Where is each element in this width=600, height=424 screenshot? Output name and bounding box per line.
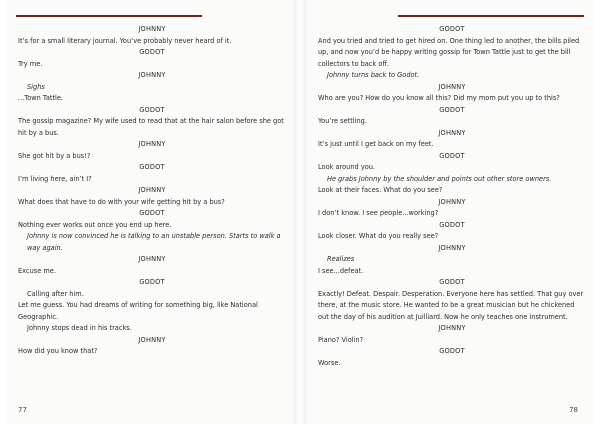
dialogue-line: Excuse me.: [18, 266, 56, 275]
dialogue-line: How did you know that?: [18, 347, 98, 355]
stage-direction: Calling after him.: [27, 289, 84, 298]
character-name: GODOT: [439, 25, 465, 33]
dialogue-line: She got hit by a bus!?: [18, 151, 91, 160]
dialogue-line: ...Town Tattle.: [18, 94, 64, 102]
header-rule: [16, 15, 202, 17]
stage-direction: Sighs: [27, 82, 45, 91]
stage-direction: Johnny stops dead in his tracks.: [27, 324, 132, 332]
dialogue-line: You’re settling.: [318, 117, 367, 125]
dialogue-line: Try me.: [18, 59, 43, 68]
dialogue-line: Worse.: [318, 358, 341, 367]
dialogue-line: Piano? Violin?: [318, 335, 364, 344]
dialogue-line: Look around you.: [318, 163, 376, 171]
dialogue-line: And you tried and tried to get hired on. One thing led to another, the bills piled up, and now you’d be happy writing gossip for Town Tattle just to get the bill collectors to back off.: [318, 36, 580, 68]
page-number: 78: [569, 406, 578, 414]
character-name: GODOT: [139, 48, 165, 56]
book-gutter: [294, 0, 306, 424]
dialogue-line: Look at their faces. What do you see?: [318, 186, 443, 194]
character-name: GODOT: [439, 347, 465, 355]
character-name: GODOT: [139, 278, 165, 286]
character-name: GODOT: [439, 220, 465, 229]
dialogue-line: I’m living here, ain’t I?: [18, 174, 92, 183]
character-name: JOHNNY: [138, 255, 166, 263]
dialogue-line: Let me guess. You had dreams of writing for something big, like National Geographic.: [18, 301, 258, 321]
dialogue-line: It’s just until I get back on my feet.: [318, 140, 434, 148]
character-name: JOHNNY: [438, 82, 466, 91]
character-name: JOHNNY: [438, 128, 466, 137]
stage-direction: He grabs Johnny by the shoulder and points out other store owners.: [327, 174, 552, 183]
character-name: JOHNNY: [138, 335, 166, 344]
stage-direction: Realizes: [327, 255, 355, 263]
stage-direction: Johnny is now convinced he is talking to an unstable person. Starts to walk a way again.: [27, 232, 281, 252]
right-page: [306, 0, 594, 424]
character-name: GODOT: [139, 209, 165, 217]
character-name: GODOT: [439, 151, 465, 160]
dialogue-line: What does that have to do with your wife getting hit by a bus?: [18, 197, 225, 206]
dialogue-line: Exactly! Defeat. Despair. Desperation. Everyone here has settled. That guy over there, at the music store. He wanted to be a great musician but he chickened out the day of his audition at Juilliard. Now he only teaches one instrument.: [318, 289, 584, 321]
dialogue-line: Who are you? How do you know all this? Did my mom put you up to this?: [318, 94, 560, 102]
character-name: JOHNNY: [438, 243, 466, 252]
dialogue-line: The gossip magazine? My wife used to read that at the hair salon before she got hit by a bus.: [18, 117, 284, 137]
character-name: GODOT: [439, 278, 465, 286]
character-name: JOHNNY: [438, 324, 466, 332]
header-rule: [398, 15, 584, 17]
page-number: 77: [18, 406, 27, 414]
left-page: [6, 0, 294, 424]
character-name: JOHNNY: [438, 197, 466, 206]
dialogue-line: It’s for a small literary journal. You’ve probably never heard of it.: [18, 36, 232, 45]
dialogue-line: Nothing ever works out once you end up here.: [18, 220, 172, 229]
character-name: JOHNNY: [138, 25, 166, 33]
character-name: GODOT: [139, 105, 165, 114]
dialogue-line: Look closer. What do you really see?: [318, 232, 439, 240]
character-name: JOHNNY: [138, 186, 166, 194]
dialogue-line: I don’t know. I see people...working?: [318, 209, 439, 217]
stage-direction: Johnny turns back to Godot.: [327, 71, 420, 79]
character-name: JOHNNY: [138, 71, 166, 79]
left-page-text: [18, 24, 286, 358]
dialogue-line: I see...defeat.: [318, 266, 364, 275]
character-name: JOHNNY: [138, 140, 166, 148]
character-name: GODOT: [139, 163, 165, 171]
right-page-text: [318, 24, 586, 369]
character-name: GODOT: [439, 105, 465, 114]
